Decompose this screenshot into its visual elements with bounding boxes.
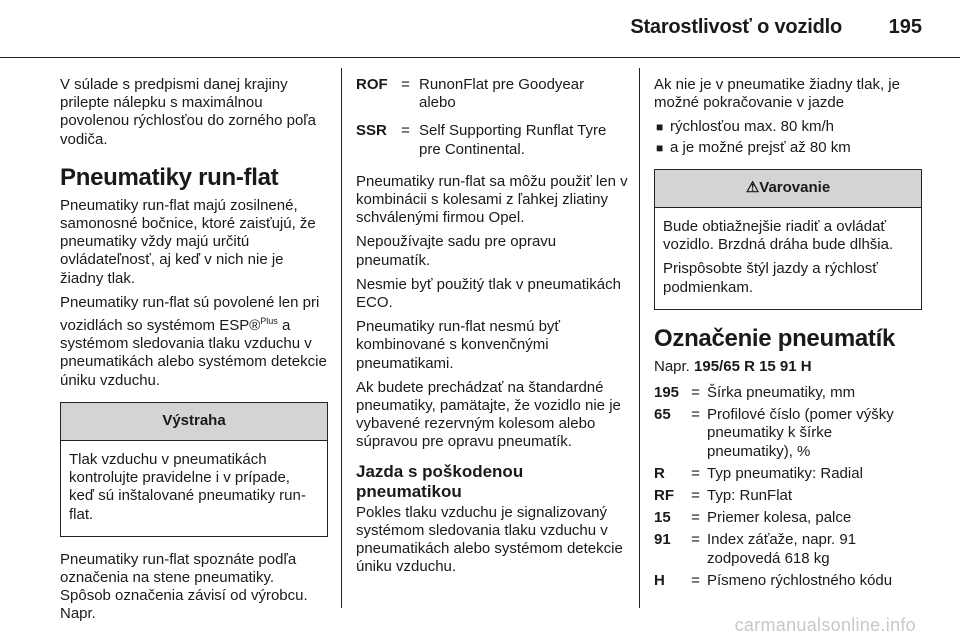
paragraph: Ak budete prechádzať na štandardné pneumatiky, pamätajte, že vozidlo nie je vybavené rezervným kolesom alebo súpravou pre opravu pneumatík. [356,378,621,451]
bullet-square-icon: ■ [656,140,664,155]
list-item [654,139,922,157]
warning-box-title [655,170,921,208]
definition-key: SSR [356,122,387,140]
paragraph: Pneumatiky run-flat nesmú byť kombinované s konvenčnými pneumatikami. [356,318,561,372]
tyre-code-key: H [654,571,665,589]
tyre-code-value: Písmeno rýchlostného kódu [707,571,893,589]
paragraph: Nesmie byť použitý tlak v pneumatikách ECO. [356,275,621,312]
tyre-code-key: 15 [654,509,671,527]
warning-text: Prispôsobte štýl jazdy a rýchlosť podmienkam. [663,260,878,296]
tyre-code-value: Typ pneumatiky: Radial [707,464,863,482]
tyre-code-value: Priemer kolesa, palce [707,509,852,527]
equals-sign: = [691,509,700,527]
text: Pneumatiky run-flat sú povolené len pri vozidlách so systémom ESP® [60,293,320,335]
column-2 [356,76,628,582]
tyre-code-row [654,406,922,461]
caution-text: Tlak vzduchu v pneumatikách kontrolujte pravidelne i v prípade, keď sú inštalované pneumatiky run-flat. [69,451,306,523]
paragraph: Ak nie je v pneumatike žiadny tlak, je možné pokračovanie v jazde [654,76,900,112]
definition-key: ROF [356,76,388,93]
tyre-code-key: R [654,464,665,482]
equals-sign: = [691,384,700,402]
definition-row [356,122,628,158]
text: a systémom sledovania tlaku vzduchu v pneumatikách alebo systémom detekcie úniku vzduchu. [60,317,327,389]
paragraph [60,294,328,390]
page-number: 195 [888,16,922,38]
tyre-code-value: Typ: RunFlat [707,487,793,505]
equals-sign: = [691,464,700,482]
warning-box [654,169,922,310]
definition-row [356,76,602,112]
superscript: Plus [260,316,278,327]
list-item-text: a je možné prejsť až 80 km [670,138,851,156]
paragraph: Pokles tlaku vzduchu je signalizovaný systémom sledovania tlaku vzduchu v pneumatikách alebo systémom detekcie úniku vzduchu. [356,503,623,576]
paragraph: Pneumatiky run-flat majú zosilnené, samonosné bočnice, ktoré zaisťujú, že pneumatiky vždy majú určitú ovládateľnosť, aj keď v nich nie je žiadny tlak. [60,196,316,287]
watermark: carmanualsonline.info [734,615,916,635]
tyre-code-key: RF [654,487,674,505]
tyre-code-list [654,384,922,590]
heading-tyre-marking: Označenie pneumatík [654,324,896,352]
tyre-code-row [654,465,922,483]
caution-box [60,402,328,537]
bullet-square-icon: ■ [656,120,664,135]
warning-text: Bude obtiažnejšie riadiť a ovládať vozidlo. Brzdná dráha bude dlhšia. [663,218,894,254]
example-line [654,358,922,376]
paragraph: Nepoužívajte sadu pre opravu pneumatík. [356,233,557,269]
warning-title-text: Varovanie [759,178,831,196]
header-divider [0,57,960,58]
tyre-code-value: Šírka pneumatiky, mm [707,384,856,402]
tyre-code-row [654,487,922,505]
example-value: 195/65 R 15 91 H [694,357,812,375]
caution-box-title: Výstraha [61,403,327,441]
warning-box-body [655,208,921,309]
page-header [0,0,960,50]
paragraph: Pneumatiky run-flat spoznáte podľa označenia na stene pneumatiky. Spôsob označenia závisí od výrobcu. Napr. [60,550,308,623]
definition-value: RunonFlat pre Goodyear alebo [419,76,585,112]
tyre-code-row [654,384,922,402]
equals-sign: = [401,122,410,140]
tyre-code-key: 195 [654,384,680,402]
equals-sign: = [691,406,700,424]
tyre-code-value: Index záťaže, napr. 91 zodpovedá 618 kg [707,531,857,567]
tyre-code-row [654,572,922,590]
definition-value: Self Supporting Runflat Tyre pre Continental. [419,122,607,158]
column-3 [654,76,922,596]
equals-sign: = [691,487,700,505]
tyre-code-row [654,531,922,567]
heading-damaged-tyre: Jazda s poškodenou pneumatikou [356,461,524,501]
warning-triangle-icon: ⚠ [745,178,760,196]
column-1 [60,76,328,630]
equals-sign: = [691,571,700,589]
equals-sign: = [401,76,410,93]
column-divider-2 [639,68,640,608]
column-divider-1 [341,68,342,608]
section-title: Starostlivosť o vozidlo [630,16,842,38]
equals-sign: = [691,531,700,549]
tyre-code-key: 65 [654,406,671,424]
tyre-code-value: Profilové číslo (pomer výšky pneumatiky k šírke pneumatiky), % [707,406,894,460]
tyre-code-row [654,509,922,527]
list-item [654,118,922,136]
tyre-code-key: 91 [654,531,671,549]
paragraph: Pneumatiky run-flat sa môžu použiť len v kombinácii s kolesami z ľahkej zliatiny schválenými firmou Opel. [356,172,628,227]
definition-list [356,76,628,159]
paragraph: V súlade s predpismi danej krajiny prilepte nálepku s maximálnou povolenou rýchlosťou do zorného poľa vodiča. [60,76,317,148]
example-label: Napr. [654,357,695,375]
list-item-text: rýchlosťou max. 80 km/h [670,118,835,136]
heading-run-flat: Pneumatiky run-flat [60,163,279,191]
caution-box-body [61,441,327,536]
